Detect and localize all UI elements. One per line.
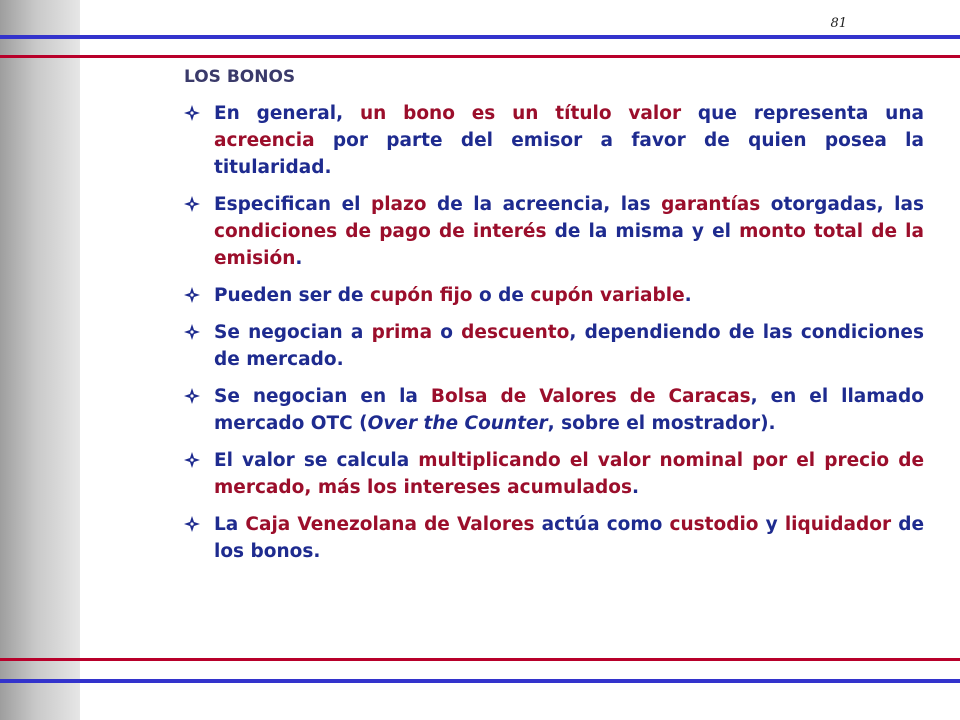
text-segment: . bbox=[631, 477, 640, 498]
four-point-star-icon bbox=[184, 192, 202, 210]
text-segment: plazo bbox=[370, 194, 427, 215]
list-item-text bbox=[214, 191, 924, 272]
page-number: 81 bbox=[830, 16, 847, 31]
list-item bbox=[184, 191, 924, 272]
text-segment: que representa una bbox=[681, 103, 924, 124]
text-segment: de la acreencia, las bbox=[426, 194, 662, 215]
text-segment: descuento bbox=[461, 322, 570, 343]
text-segment: cupón fijo bbox=[370, 285, 473, 306]
four-point-star-icon bbox=[184, 448, 202, 466]
text-segment: prima bbox=[371, 322, 433, 343]
text-segment: cupón variable bbox=[530, 285, 685, 306]
four-point-star-icon bbox=[184, 101, 202, 119]
slide-content bbox=[184, 64, 924, 575]
bottom-red-rule bbox=[0, 658, 960, 661]
list-item-text bbox=[214, 511, 924, 565]
text-segment: , sobre el mostrador). bbox=[547, 413, 776, 434]
text-segment: de la misma y el bbox=[546, 221, 740, 242]
four-point-star-icon bbox=[184, 320, 202, 338]
text-segment: de los bonos. bbox=[214, 514, 924, 562]
bullet-list bbox=[184, 100, 924, 565]
list-item-text bbox=[214, 100, 924, 181]
text-segment: . bbox=[684, 285, 692, 306]
text-segment: condiciones de pago de interés bbox=[214, 221, 547, 242]
list-item bbox=[184, 319, 924, 373]
text-segment: custodio bbox=[669, 514, 759, 535]
text-segment: y bbox=[758, 514, 785, 535]
list-item-text bbox=[214, 383, 924, 437]
bottom-blue-rule bbox=[0, 679, 960, 683]
text-segment: , dependiendo de las condiciones de mercado. bbox=[214, 322, 924, 370]
text-segment: garantías bbox=[661, 194, 761, 215]
list-item bbox=[184, 447, 924, 501]
text-segment: acreencia bbox=[214, 130, 315, 151]
text-segment: otorgadas, las bbox=[760, 194, 924, 215]
four-point-star-icon bbox=[184, 283, 202, 301]
text-segment: monto total de la emisión bbox=[214, 221, 924, 269]
text-segment: Over the Counter bbox=[367, 413, 548, 434]
text-segment: El valor se calcula bbox=[214, 450, 419, 471]
list-item-text bbox=[214, 282, 924, 309]
top-red-rule bbox=[0, 55, 960, 58]
text-segment: La bbox=[214, 514, 246, 535]
text-segment: Se negocian en la bbox=[214, 386, 431, 407]
text-segment: En general, bbox=[214, 103, 360, 124]
left-gradient-bar bbox=[0, 0, 80, 720]
text-segment: actúa como bbox=[534, 514, 670, 535]
top-blue-rule bbox=[0, 35, 960, 39]
list-item-text bbox=[214, 319, 924, 373]
four-point-star-icon bbox=[184, 512, 202, 530]
list-item bbox=[184, 511, 924, 565]
text-segment: Pueden ser de bbox=[214, 285, 371, 306]
list-item bbox=[184, 383, 924, 437]
text-segment: un bono es un título valor bbox=[359, 103, 682, 124]
four-point-star-icon bbox=[184, 384, 202, 402]
list-item-text bbox=[214, 447, 924, 501]
text-segment: . bbox=[295, 248, 303, 269]
text-segment: , en el llamado mercado OTC ( bbox=[214, 386, 924, 434]
page-title: LOS BONOS bbox=[184, 67, 296, 87]
text-segment: multiplicando el valor nominal por el precio de mercado, más los intereses acumulados bbox=[214, 450, 924, 498]
text-segment: liquidador bbox=[784, 514, 892, 535]
text-segment: o de bbox=[472, 285, 531, 306]
text-segment: por parte del emisor a favor de quien posea la titularidad. bbox=[214, 130, 924, 178]
text-segment: Caja Venezolana de Valores bbox=[245, 514, 535, 535]
list-item bbox=[184, 282, 924, 309]
text-segment: Especifican el bbox=[214, 194, 371, 215]
text-segment: Bolsa de Valores de Caracas bbox=[430, 386, 751, 407]
list-item bbox=[184, 100, 924, 181]
text-segment: Se negocian a bbox=[214, 322, 372, 343]
text-segment: o bbox=[432, 322, 462, 343]
